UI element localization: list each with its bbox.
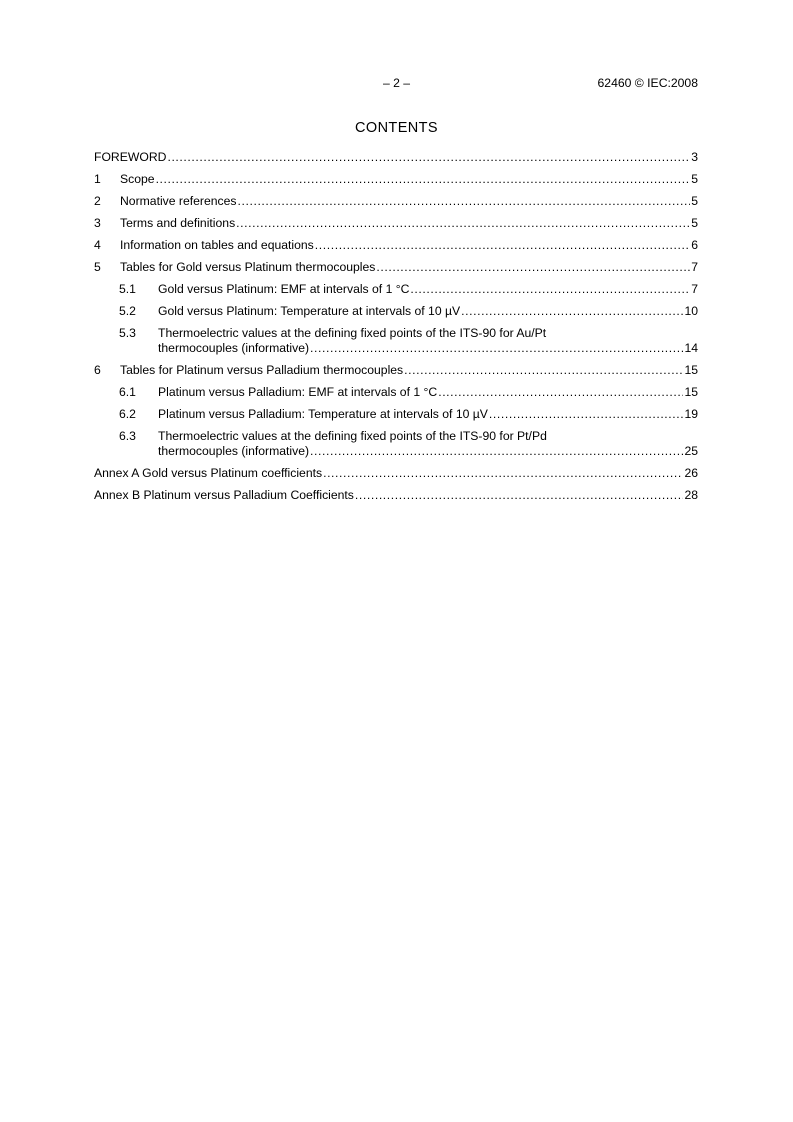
toc-entry-title: Tables for Gold versus Platinum thermocouples	[120, 260, 376, 274]
toc-entry-number: 1	[94, 172, 101, 186]
toc-entry-6-1[interactable]	[94, 385, 698, 400]
toc-entry-title: Information on tables and equations	[120, 238, 314, 252]
contents-title: CONTENTS	[355, 120, 438, 136]
toc-leader-dots	[167, 150, 690, 165]
toc-entry-number: 5.2	[119, 304, 136, 318]
toc-entry-number: 6.2	[119, 407, 136, 421]
page-number: – 2 –	[382, 76, 411, 90]
toc-entry-foreword[interactable]	[94, 150, 698, 165]
toc-entry-title-line1: Thermoelectric values at the defining fixed points of the ITS-90 for Pt/Pd	[158, 429, 547, 443]
toc-entry-number: 5.1	[119, 282, 136, 296]
toc-entry-title: Annex A Gold versus Platinum coefficients	[94, 466, 323, 480]
toc-entry-title: Platinum versus Palladium: EMF at intervals of 1 °C	[158, 385, 438, 399]
toc-entry-page: 5	[691, 216, 698, 230]
table-of-contents	[94, 150, 698, 503]
document-reference: 62460 © IEC:2008	[597, 76, 698, 90]
toc-entry-6-2[interactable]	[94, 407, 698, 422]
toc-entry-title: Terms and definitions	[120, 216, 236, 230]
toc-leader-dots	[236, 216, 690, 231]
toc-leader-dots	[461, 304, 683, 319]
toc-entry-information-on-tables[interactable]	[94, 238, 698, 253]
toc-leader-dots	[438, 385, 683, 400]
toc-entry-5-3[interactable]	[94, 326, 698, 356]
toc-leader-dots	[310, 444, 683, 459]
toc-leader-dots	[156, 172, 691, 187]
toc-entry-page: 19	[684, 407, 698, 421]
toc-leader-dots	[355, 488, 684, 503]
toc-entry-terms-and-definitions[interactable]	[94, 216, 698, 231]
toc-entry-number: 3	[94, 216, 101, 230]
toc-entry-6-3[interactable]	[94, 429, 698, 459]
toc-leader-dots	[238, 194, 691, 209]
toc-entry-title-line2-row	[158, 444, 698, 459]
toc-entry-title: Gold versus Platinum: EMF at intervals of 1 °C	[158, 282, 410, 296]
toc-entry-page: 26	[684, 466, 698, 480]
toc-entry-number: 5	[94, 260, 101, 274]
toc-entry-normative-references[interactable]	[94, 194, 698, 209]
toc-leader-dots	[310, 341, 683, 356]
toc-leader-dots	[410, 282, 690, 297]
toc-entry-title: Tables for Platinum versus Palladium thermocouples	[120, 363, 404, 377]
toc-entry-title-block	[158, 326, 698, 356]
toc-entry-page: 5	[691, 172, 698, 186]
toc-entry-title-line2-row	[158, 341, 698, 356]
toc-entry-gold-platinum-tables[interactable]	[94, 260, 698, 275]
toc-entry-page: 15	[684, 385, 698, 399]
toc-entry-title: Platinum versus Palladium: Temperature at intervals of 10 µV	[158, 407, 488, 421]
toc-entry-number: 5.3	[119, 326, 136, 340]
toc-entry-page: 7	[691, 282, 698, 296]
toc-entry-number: 2	[94, 194, 101, 208]
toc-entry-title: Normative references	[120, 194, 237, 208]
toc-entry-page: 15	[684, 363, 698, 377]
toc-entry-number: 6.3	[119, 429, 136, 443]
toc-entry-page: 7	[691, 260, 698, 274]
toc-entry-platinum-palladium-tables[interactable]	[94, 363, 698, 378]
toc-entry-title: Annex B Platinum versus Palladium Coefficients	[94, 488, 354, 502]
toc-entry-page: 14	[684, 341, 698, 355]
toc-leader-dots	[489, 407, 684, 422]
toc-entry-annex-a[interactable]	[94, 466, 698, 481]
toc-entry-title-line1: Thermoelectric values at the defining fixed points of the ITS-90 for Au/Pt	[158, 326, 547, 340]
toc-entry-title-block	[158, 429, 698, 459]
toc-entry-title-line2: thermocouples (informative)	[158, 341, 310, 355]
toc-entry-number: 4	[94, 238, 101, 252]
toc-entry-page: 10	[684, 304, 698, 318]
toc-entry-page: 3	[691, 150, 698, 164]
toc-entry-number: 6	[94, 363, 101, 377]
toc-entry-annex-b[interactable]	[94, 488, 698, 503]
toc-entry-page: 28	[684, 488, 698, 502]
toc-entry-title: FOREWORD	[94, 150, 167, 164]
toc-entry-page: 25	[684, 444, 698, 458]
toc-entry-scope[interactable]	[94, 172, 698, 187]
toc-entry-5-1[interactable]	[94, 282, 698, 297]
toc-leader-dots	[376, 260, 690, 275]
toc-entry-page: 6	[691, 238, 698, 252]
toc-entry-number: 6.1	[119, 385, 136, 399]
toc-entry-title: Gold versus Platinum: Temperature at intervals of 10 µV	[158, 304, 461, 318]
toc-entry-page: 5	[691, 194, 698, 208]
toc-entry-title-line2: thermocouples (informative)	[158, 444, 310, 458]
toc-entry-5-2[interactable]	[94, 304, 698, 319]
toc-leader-dots	[315, 238, 690, 253]
toc-leader-dots	[404, 363, 683, 378]
toc-entry-title: Scope	[120, 172, 155, 186]
toc-leader-dots	[323, 466, 683, 481]
